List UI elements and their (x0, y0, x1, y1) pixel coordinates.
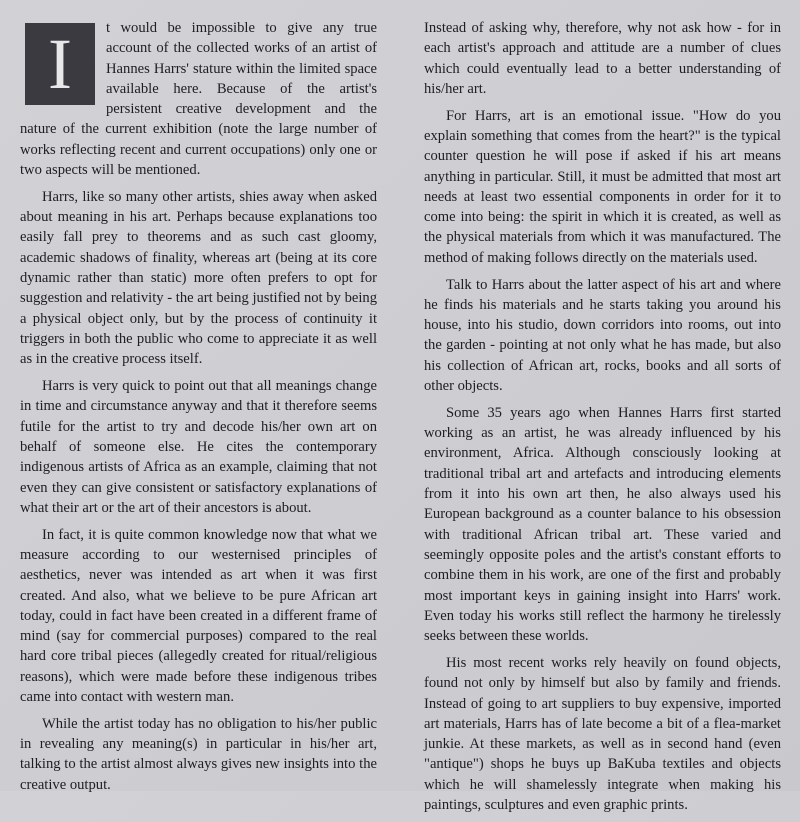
paragraph-4: In fact, it is quite common knowledge now that what we measure according to our westernised principles of aesthetics, never was intended as art when it was first created. And also, what we believe to be pure African art today, could in fact have been created in a different frame of mind (say for commercial purposes) compared to the real hard core tribal pieces (allegedly created for ritual/religious reasons), which were made before these indigenous tribes came into contact with western man. (20, 526, 377, 705)
paragraph-6: Instead of asking why, therefore, why not ask how - for in each artist's approach and attitude are a number of clues which could eventually lead to a better understanding of his/her art. (424, 20, 781, 97)
paragraph-2: Harrs, like so many other artists, shies away when asked about meaning in his art. Perhaps because explanations too easily fall prey to theorems and as such cast gloomy, academic shadows of finality, whereas art (being at its core dynamic rather than static) more often prefers to opt for suggestion and relativity - the art being justified not by being a physical object only, but by the process of continuity it triggers in both the public who come to appreciate it as well as in the creative process itself. (20, 188, 377, 368)
paragraph-8: Talk to Harrs about the latter aspect of his art and where he finds his materials and he starts taking you around his house, into his studio, down corridors into rooms, out into the garden - pointing at not only what he has made, but also his collection of African art, rocks, books and all sorts of other objects. (424, 276, 781, 395)
paragraph-9: Some 35 years ago when Hannes Harrs first started working as an artist, he was already influenced by his environment, Africa. Although consciously looking at traditional tribal art and artefacts and introducing elements from it into his own art then, he also always used his European background as a counter balance to his obsession with traditional African tribal art. These varied and seemingly opposite poles and the artist's constant efforts to combine them in his work, are one of the first and probably most important keys in gaining insight into Harrs' work. Even today his works still reflect the harmony he tirelessly seeks between these worlds. (424, 404, 781, 645)
drop-cap: I (25, 23, 95, 105)
right-column (424, 18, 781, 822)
paragraph-10: His most recent works rely heavily on found objects, found not only by himself but also by family and friends. Instead of going to art suppliers to buy expensive, imported art materials, Harrs has of late become a bit of a flea-market junkie. At these markets, as well as in second hand (even "antique") shops he buys up BaKuba textiles and objects which he will shamelessly integrate when making his paintings, sculptures and even graphic prints. (424, 654, 781, 813)
left-column (20, 18, 377, 801)
paragraph-1 (20, 18, 377, 180)
paragraph-1-text: t would be impossible to give any true account of the collected works of an artist of Hannes Harrs' stature within the limited space available here. Because of the artist's persistent creative development and the nature of the current exhibition (note the large number of works reflecting recent and current occupations) only one or two aspects will be mentioned. (20, 20, 377, 179)
paragraph-7: For Harrs, art is an emotional issue. "How do you explain something that comes from the heart?" is the typical counter question he will pose if asked if his art means anything in particular. Still, it must be admitted that most art needs at least two essential components in order for it to come into being: the spirit in which it is created, as well as the physical materials from which it was manufactured. The method of making follows directly on the materials used. (424, 107, 781, 266)
paragraph-5: While the artist today has no obligation to his/her public in revealing any meaning(s) in particular in his/her art, talking to the artist almost always gives new insights into the creative output. (20, 715, 377, 793)
paragraph-3: Harrs is very quick to point out that all meanings change in time and circumstance anyway and that it therefore seems futile for the artist to try and decode his/her own art on behalf of someone else. He cites the contemporary indigenous artists of Africa as an example, claiming that not even they can give consistent or satisfactory explanations of what their art or the art of their ancestors is about. (20, 378, 377, 516)
